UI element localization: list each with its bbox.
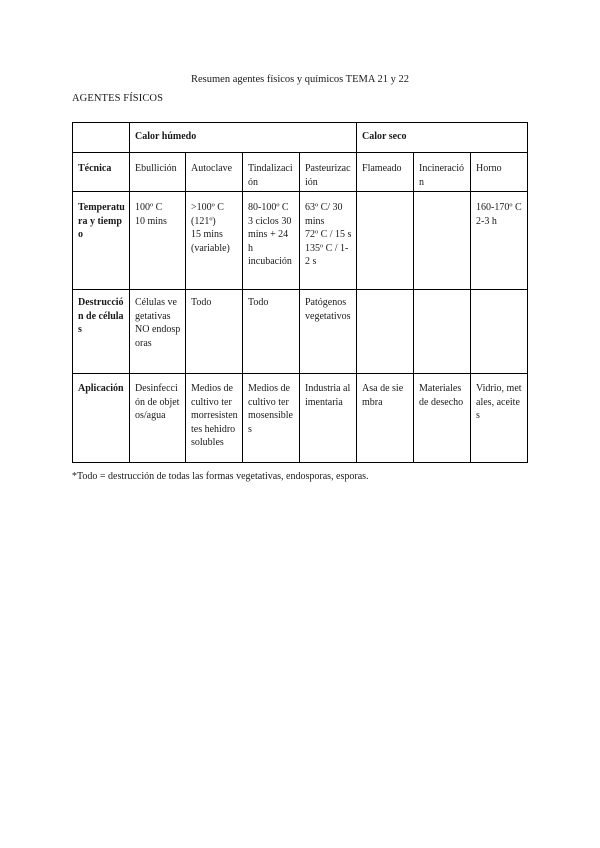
cell-line: Células vegetativas [135,297,177,322]
cell-line: Todo [248,297,269,308]
temperatura-cell-empty [357,192,414,290]
tecnica-row [73,153,528,192]
cell-line: 10 mins [135,215,167,227]
cell-line: Vidrio, metales, aceites [476,383,522,421]
row-label-destruccion: Destrucción de células [73,290,130,374]
aplicacion-cell [471,374,528,463]
cell-line: Medios de cultivo termorresistentes hehidrosolubles [191,383,238,448]
cell-line: Desinfección de objetos/agua [135,383,180,421]
cell-line: 80-100º C [248,202,289,213]
tecnica-cell: Autoclave [186,153,243,192]
aplicacion-row [73,374,528,463]
destruccion-cell [130,290,186,374]
cell-line: (variable) [191,242,230,254]
cell-line: 2-3 h [476,215,497,227]
cell-line: Todo [191,297,212,308]
cell-line: (121º) [191,215,216,227]
cell-line: 100º C [135,202,163,213]
temperatura-cell-empty [414,192,471,290]
cell-line: 72º C / 15 s [305,229,352,240]
cell-line: Asa de siembra [362,383,404,408]
tecnica-cell: Pasteurización [300,153,357,192]
cell-line: 160-170º C [476,202,522,213]
cell-line: 135º C / 1-2 s [305,242,349,267]
group-header-row [73,123,528,153]
temperatura-cell [471,192,528,290]
cell-line: 63º C/ 30 mins [305,202,343,227]
temperatura-cell [130,192,186,290]
document-title: Resumen agentes físicos y químicos TEMA 21 y 22 [191,74,409,85]
physical-agents-table [72,122,528,463]
aplicacion-cell [186,374,243,463]
destruccion-cell-empty [357,290,414,374]
temperatura-cell [186,192,243,290]
aplicacion-cell [414,374,471,463]
cell-line: Patógenos vegetativos [305,297,351,322]
tecnica-cell: Ebullición [130,153,186,192]
tecnica-cell: Tindalización [243,153,300,192]
cell-line: NO endosporas [135,324,181,349]
row-label-tecnica: Técnica [73,153,130,192]
temperatura-cell [243,192,300,290]
destruccion-cell [300,290,357,374]
cell-line: 3 ciclos 30 mins + 24 h [248,215,292,254]
calor-humedo-header: Calor húmedo [130,123,357,153]
tecnica-cell: Horno [471,153,528,192]
cell-line: incubación [248,256,292,267]
destruccion-cell [243,290,300,374]
aplicacion-cell [357,374,414,463]
aplicacion-cell [300,374,357,463]
temperatura-cell [300,192,357,290]
section-heading: AGENTES FÍSICOS [72,93,164,104]
aplicacion-cell [130,374,186,463]
cell-line: 15 mins [191,229,223,240]
row-label-aplicacion: Aplicación [73,374,130,463]
temperatura-row [73,192,528,290]
destruccion-row [73,290,528,374]
row-label-temperatura: Temperatura y tiempo [73,192,130,290]
corner-cell [73,123,130,153]
cell-line: Industria alimentaria [305,383,351,408]
footnote: *Todo = destrucción de todas las formas vegetativas, endosporas, esporas. [72,471,369,482]
tecnica-cell: Flameado [357,153,414,192]
aplicacion-cell [243,374,300,463]
cell-line: Materiales de desecho [419,383,464,408]
calor-seco-header: Calor seco [357,123,528,153]
destruccion-cell-empty [414,290,471,374]
destruccion-cell-empty [471,290,528,374]
cell-line: Medios de cultivo termosensibles [248,383,293,435]
tecnica-cell: Incineración [414,153,471,192]
destruccion-cell [186,290,243,374]
cell-line: >100º C [191,202,224,213]
